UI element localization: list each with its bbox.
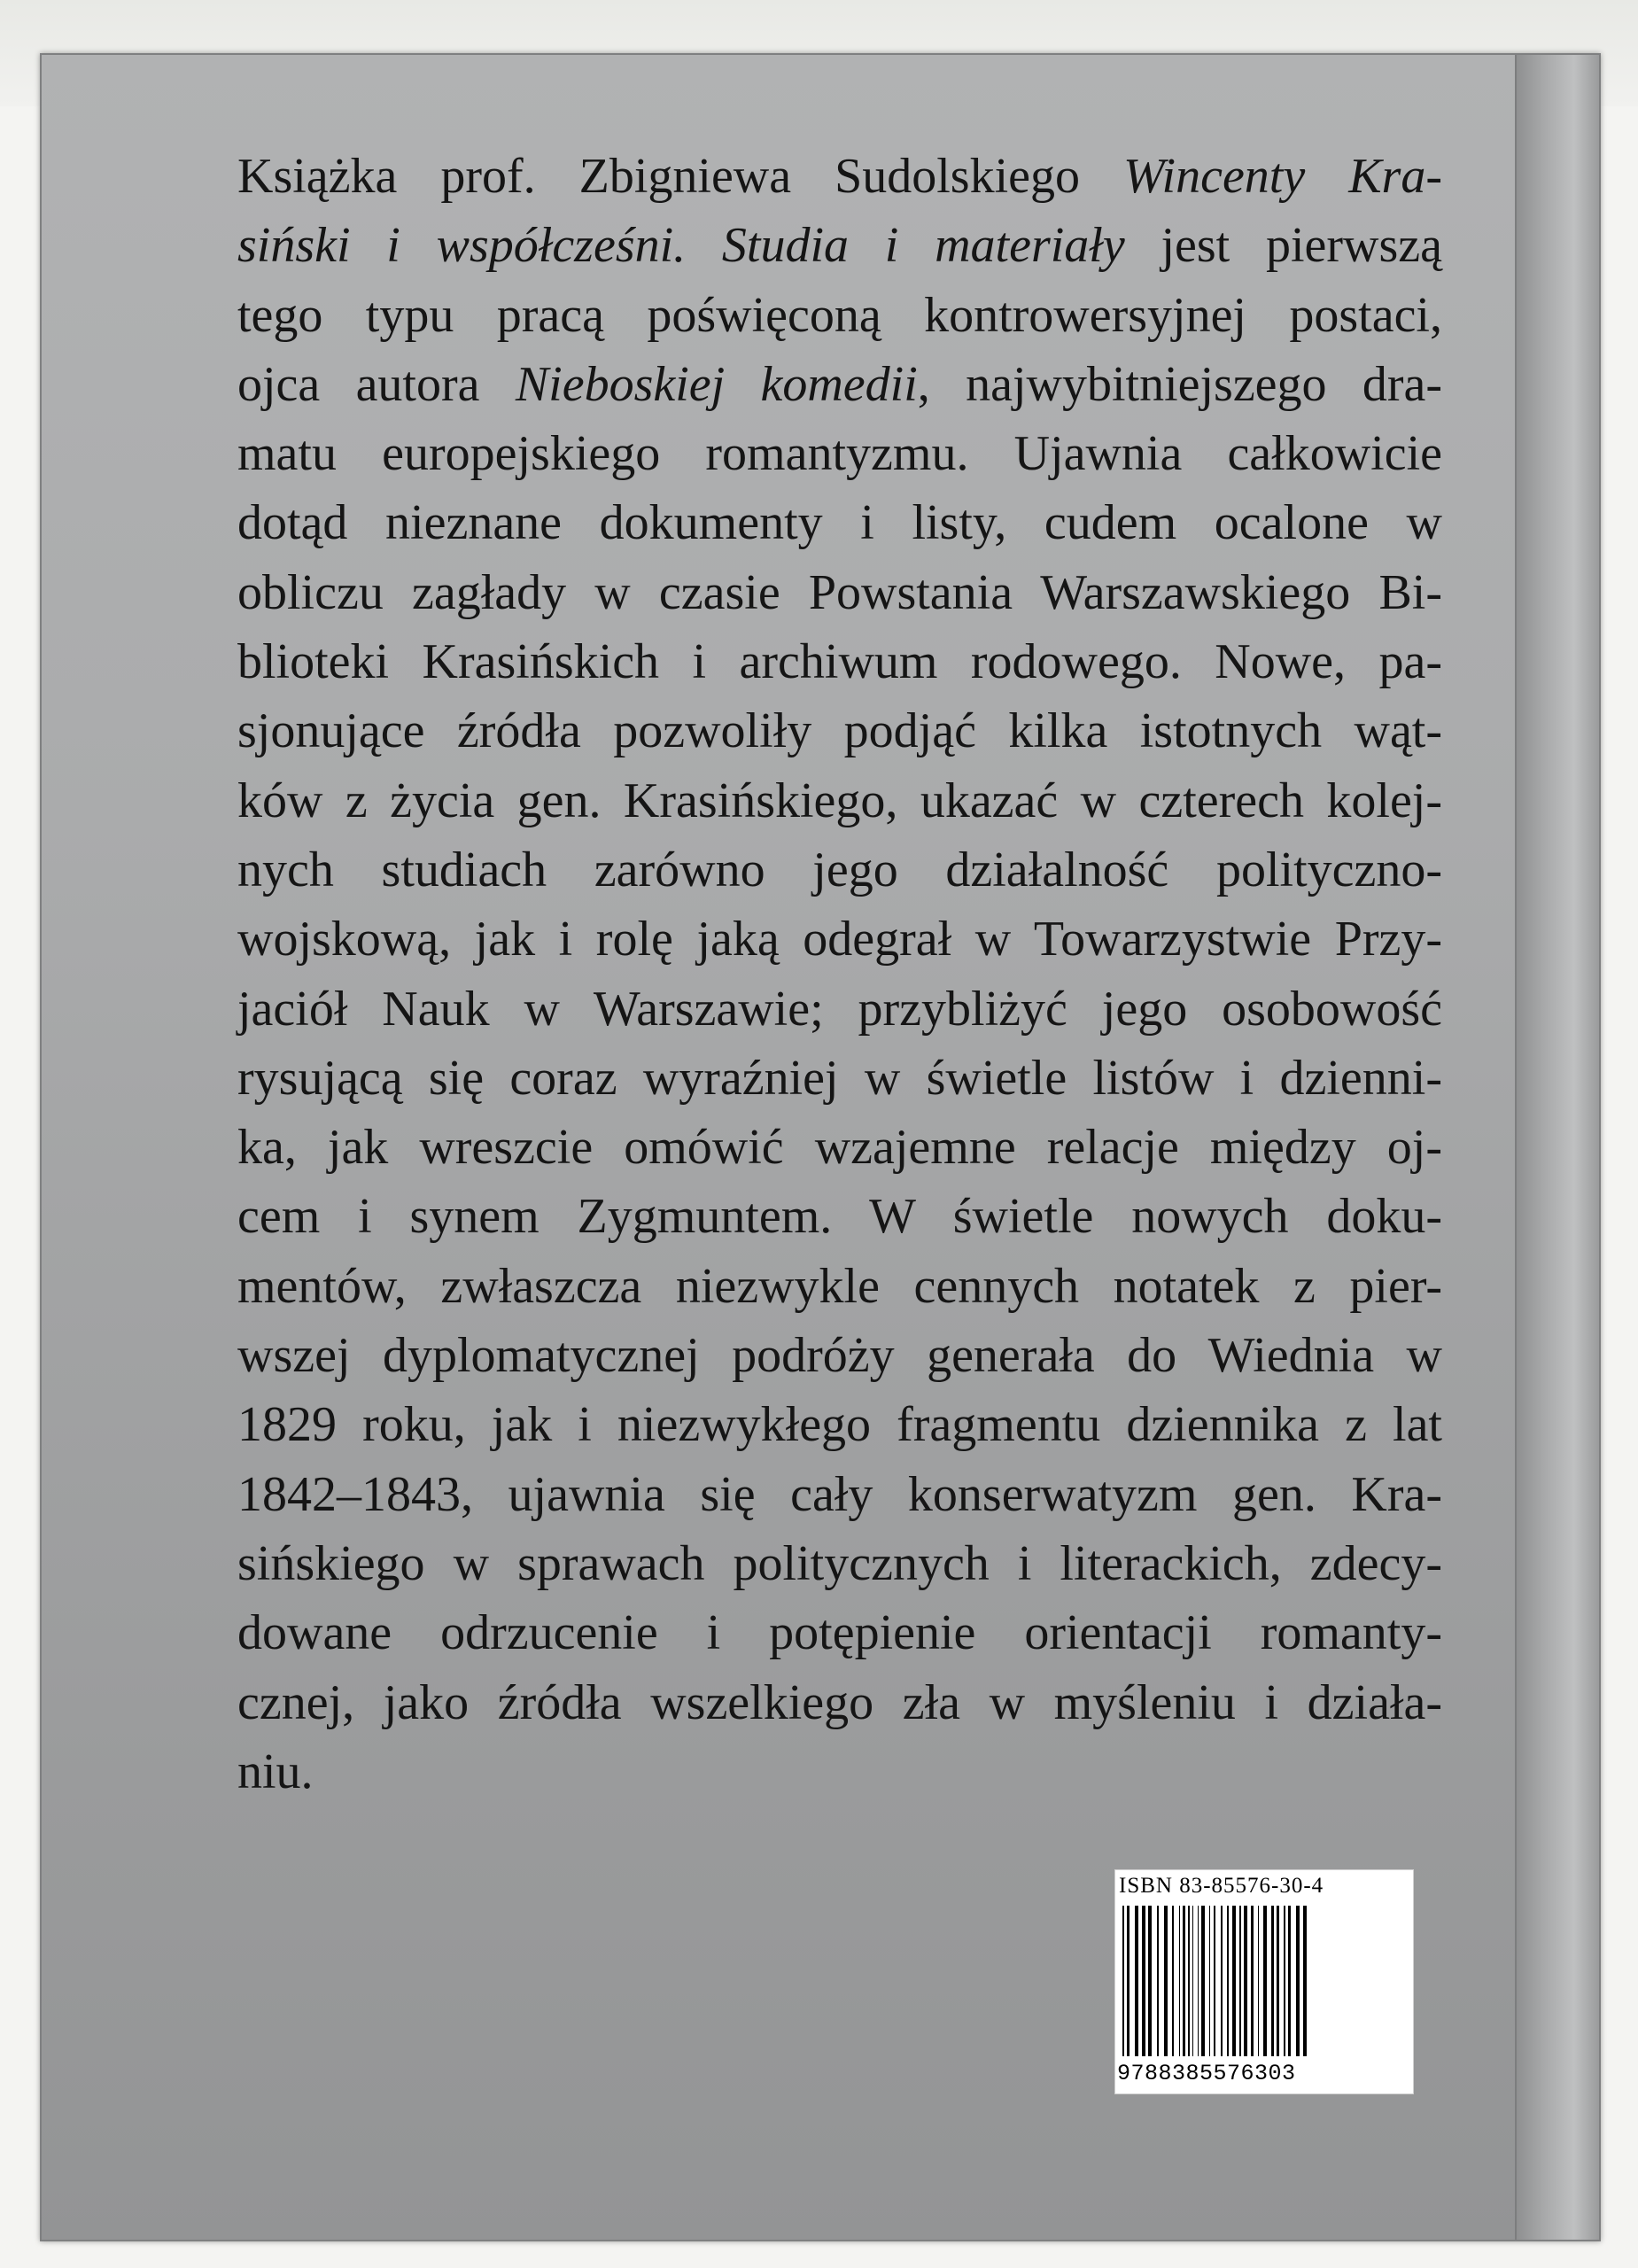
blurb-line (237, 835, 1442, 905)
blurb-text: wszej dyplomatycznej podróży generała do Wiednia w (237, 1328, 1442, 1384)
blurb-text: sińskiego w sprawach politycznych i literackich, zdecy- (237, 1535, 1442, 1591)
blurb-line (237, 1113, 1442, 1182)
blurb-line (237, 281, 1442, 350)
barcode-bar (1198, 1906, 1199, 2056)
blurb-italic-title: siński i współcześni. Studia i materiały (237, 218, 1125, 274)
blurb-line (237, 1044, 1442, 1113)
blurb-text: 1829 roku, jak i niezwykłego fragmentu dziennika z lat (237, 1397, 1442, 1453)
barcode-bar (1127, 1906, 1130, 2056)
barcode-bar (1209, 1906, 1210, 2056)
blurb-line (237, 766, 1442, 835)
isbn-label: ISBN 83-85576-30-4 (1119, 1874, 1324, 1898)
barcode-bar (1142, 1906, 1145, 2056)
barcode-bar (1296, 1906, 1300, 2056)
barcode-bar (1251, 1906, 1254, 2056)
blurb-text: , najwybitniejszego dra- (917, 356, 1443, 412)
blurb-text: cem i synem Zygmuntem. W świetle nowych doku- (237, 1189, 1442, 1245)
ean-digits: 9788385576303 (1117, 2061, 1296, 2086)
blurb-text: sjonujące źródła pozwoliły podjąć kilka istotnych wąt- (237, 703, 1442, 759)
barcode-bars (1121, 1906, 1406, 2056)
barcode-bar (1183, 1906, 1185, 2056)
blurb-text: rysującą się coraz wyraźniej w świetle listów i dzienni- (237, 1050, 1442, 1106)
blurb-line (237, 419, 1442, 488)
barcode-bar (1271, 1906, 1274, 2056)
blurb-text: blioteki Krasińskich i archiwum rodowego. Nowe, pa- (237, 634, 1442, 690)
blurb-line (237, 350, 1442, 419)
blurb-line (237, 1598, 1442, 1667)
barcode-bar (1122, 1906, 1124, 2056)
blurb-text: obliczu zagłady w czasie Powstania Warszawskiego Bi- (237, 564, 1442, 620)
barcode-bar (1157, 1906, 1159, 2056)
blurb-line (237, 696, 1442, 765)
blurb-italic-title: Nieboskiej komedii (515, 356, 918, 412)
barcode-bar (1214, 1906, 1215, 2056)
blurb-text: niu. (237, 1744, 314, 1799)
blurb-line (237, 1182, 1442, 1251)
blurb-line (237, 142, 1442, 211)
blurb-line (237, 211, 1442, 280)
blurb-line (237, 627, 1442, 696)
barcode-bar (1221, 1906, 1223, 2056)
barcode-bar (1227, 1906, 1229, 2056)
blurb-italic-title: Wincenty Kra- (1122, 149, 1442, 204)
barcode-bar (1188, 1906, 1190, 2056)
barcode-bar (1232, 1906, 1236, 2056)
blurb-text: matu europejskiego romantyzmu. Ujawnia całkowicie (237, 426, 1442, 482)
blurb-text: tego typu pracą poświęconą kontrowersyjnej postaci, (237, 287, 1442, 343)
blurb-text: Książka prof. Zbigniewa Sudolskiego (237, 149, 1123, 204)
barcode-bar (1148, 1906, 1152, 2056)
blurb-text: nych studiach zarówno jego działalność polityczno- (237, 842, 1442, 897)
blurb-text: mentów, zwłaszcza niezwykle cennych notatek z pier- (237, 1258, 1442, 1314)
blurb-line (237, 1460, 1442, 1529)
barcode-bar (1192, 1906, 1193, 2056)
barcode-bar (1288, 1906, 1291, 2056)
blurb-text: ka, jak wreszcie omówić wzajemne relacje między oj- (237, 1120, 1442, 1176)
blurb-line (237, 558, 1442, 627)
blurb-line (237, 1321, 1442, 1390)
blurb-text: wojskową, jak i rolę jaką odegrał w Towarzystwie Przy- (237, 912, 1442, 967)
book-spine-edge (1515, 55, 1599, 2240)
back-cover-blurb (237, 142, 1442, 1806)
barcode-bar (1179, 1906, 1180, 2056)
blurb-text: cznej, jako źródła wszelkiego zła w myśleniu i działa- (237, 1674, 1442, 1730)
barcode-bar (1284, 1906, 1285, 2056)
barcode-bar (1135, 1906, 1138, 2056)
blurb-line (237, 1737, 1442, 1806)
barcode-bar (1239, 1906, 1241, 2056)
blurb-line (237, 1668, 1442, 1737)
barcode-bar (1277, 1906, 1279, 2056)
barcode-bar (1258, 1906, 1259, 2056)
blurb-line (237, 1529, 1442, 1598)
blurb-text: ojca autora (237, 356, 516, 412)
blurb-text: dowane odrzucenie i potępienie orientacji romanty- (237, 1605, 1442, 1661)
blurb-line (237, 488, 1442, 557)
barcode-bar (1172, 1906, 1174, 2056)
barcode-bar (1263, 1906, 1267, 2056)
blurb-line (237, 905, 1442, 974)
barcode-bar (1201, 1906, 1205, 2056)
blurb-line (237, 1390, 1442, 1459)
blurb-text: ków z życia gen. Krasińskiego, ukazać w czterech kolej- (237, 773, 1442, 828)
barcode-bar (1164, 1906, 1168, 2056)
isbn-barcode-panel (1114, 1869, 1414, 2094)
blurb-line (237, 1252, 1442, 1321)
blurb-text: jaciół Nauk w Warszawie; przybliżyć jego osobowość (237, 981, 1442, 1037)
blurb-text: jest pierwszą (1124, 218, 1442, 274)
blurb-text: dotąd nieznane dokumenty i listy, cudem ocalone w (237, 495, 1442, 551)
barcode-bar (1303, 1906, 1307, 2056)
blurb-text: 1842–1843, ujawnia się cały konserwatyzm gen. Kra- (237, 1466, 1442, 1522)
barcode-bar (1244, 1906, 1247, 2056)
blurb-line (237, 975, 1442, 1044)
